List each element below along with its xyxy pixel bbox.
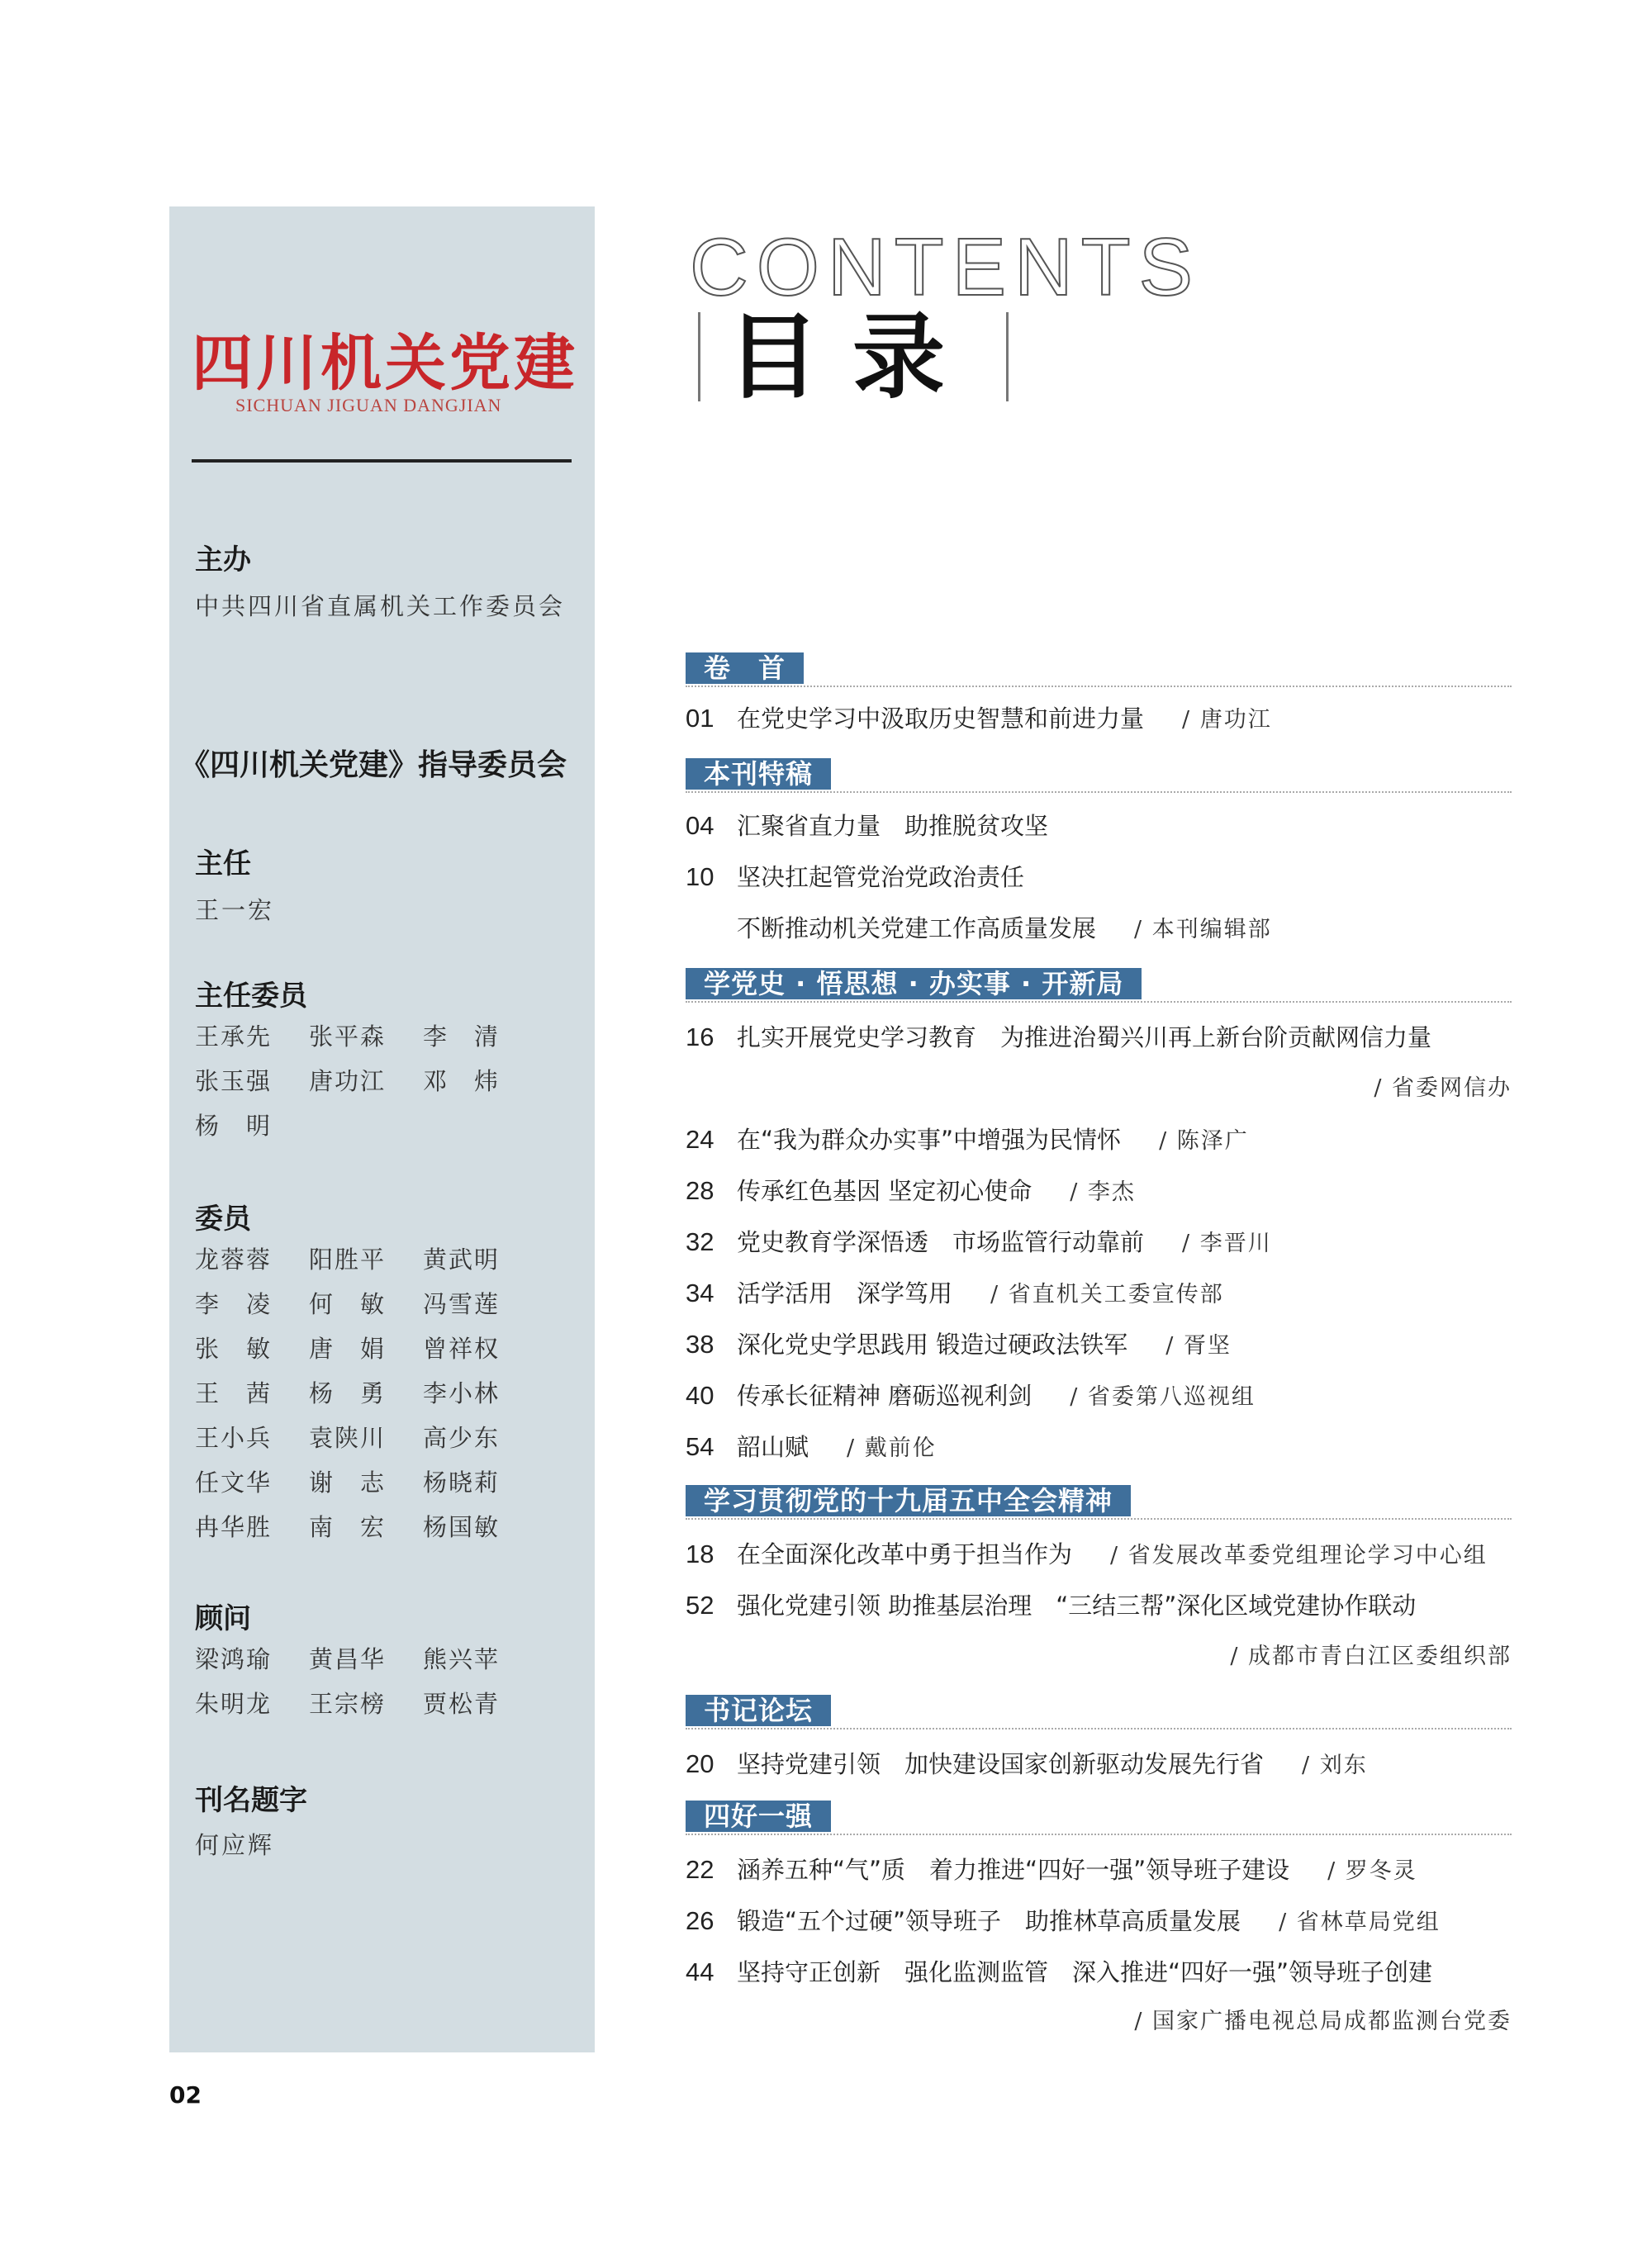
magazine-logo-subtitle: SICHUAN JIGUAN DANGJIAN bbox=[235, 395, 502, 415]
member-name: 王承先 bbox=[195, 1022, 273, 1051]
advisor-name: 熊兴苹 bbox=[423, 1645, 501, 1673]
entry-title: 党史教育学深悟透 市场监管行动靠前 bbox=[737, 1228, 1145, 1256]
advisor-label: 顾问 bbox=[195, 1602, 251, 1635]
toc-entry[interactable] bbox=[686, 1956, 1512, 1989]
section-header bbox=[686, 1485, 1512, 1518]
member-name: 唐功江 bbox=[309, 1067, 387, 1095]
committee-member: 王 茜 bbox=[195, 1379, 273, 1407]
entry-author: / 省委第八巡视组 bbox=[1070, 1384, 1256, 1410]
committee-title: 《四川机关党建》指导委员会 bbox=[180, 748, 567, 782]
entry-page: 18 bbox=[686, 1540, 714, 1568]
entry-title: 坚持守正创新 强化监测监管 深入推进“四好一强”领导班子创建 bbox=[737, 1958, 1433, 1986]
committee-member: 何 敏 bbox=[309, 1290, 387, 1318]
entry-title: 涵养五种“气”质 着力推进“四好一强”领导班子建设 bbox=[737, 1856, 1290, 1884]
calligraphy-name: 何应辉 bbox=[195, 1831, 275, 1859]
section-label: 学习贯彻党的十九届五中全会精神 bbox=[686, 1485, 1131, 1516]
entry-author: / 李晋川 bbox=[1182, 1231, 1272, 1256]
committee-member: 李 凌 bbox=[195, 1290, 273, 1318]
committee-member: 冯雪莲 bbox=[423, 1290, 501, 1318]
entry-page: 20 bbox=[686, 1749, 714, 1778]
committee-member: 袁陕川 bbox=[309, 1424, 387, 1452]
calligraphy-label: 刊名题字 bbox=[195, 1784, 307, 1817]
toc-entry[interactable] bbox=[686, 1328, 1512, 1361]
entry-title: 传承红色基因 坚定初心使命 bbox=[737, 1177, 1032, 1205]
section-header bbox=[686, 968, 1512, 1001]
director-name: 王一宏 bbox=[195, 896, 275, 924]
toc-entry[interactable] bbox=[686, 1226, 1512, 1259]
advisor-name: 朱明龙 bbox=[195, 1690, 273, 1718]
toc-entry[interactable] bbox=[686, 702, 1512, 735]
entry-author: / 罗冬灵 bbox=[1327, 1858, 1417, 1884]
toc-entry[interactable] bbox=[686, 1123, 1512, 1156]
entry-title: 锻造“五个过硬”领导班子 助推林草高质量发展 bbox=[737, 1907, 1241, 1935]
section-divider bbox=[686, 1518, 1512, 1520]
entry-author: / 国家广播电视总局成都监测台党委 bbox=[1134, 2009, 1512, 2034]
section-label: 学党史 · 悟思想 · 办实事 · 开新局 bbox=[686, 968, 1142, 999]
advisor-name: 王宗榜 bbox=[309, 1690, 387, 1718]
section-divider bbox=[686, 791, 1512, 793]
toc-entry[interactable] bbox=[686, 1174, 1512, 1208]
entry-page: 26 bbox=[686, 1906, 714, 1935]
entry-page: 34 bbox=[686, 1279, 714, 1307]
toc-entry-author-line[interactable] bbox=[686, 2005, 1512, 2038]
entry-title: 坚持党建引领 加快建设国家创新驱动发展先行省 bbox=[737, 1750, 1265, 1778]
committee-member: 任文华 bbox=[195, 1468, 273, 1497]
section-header bbox=[686, 652, 1512, 686]
committee-member: 张 敏 bbox=[195, 1335, 273, 1363]
entry-title: 传承长征精神 磨砺巡视利剑 bbox=[737, 1382, 1032, 1410]
section-header bbox=[686, 758, 1512, 791]
members-list bbox=[195, 1014, 537, 1148]
entry-author: / 刘东 bbox=[1302, 1753, 1368, 1778]
entry-title: 坚决扛起管党治党政治责任 bbox=[737, 863, 1025, 891]
entry-title: 深化党史学思践用 锻造过硬政法铁军 bbox=[737, 1331, 1128, 1359]
entry-title: 汇聚省直力量 助推脱贫攻坚 bbox=[737, 812, 1049, 840]
section-divider bbox=[686, 1001, 1512, 1003]
section-divider bbox=[686, 1834, 1512, 1835]
committee-member: 龙蓉蓉 bbox=[195, 1245, 273, 1274]
toc-entry-author-line[interactable] bbox=[686, 1640, 1512, 1673]
committee-member: 杨晓莉 bbox=[423, 1468, 501, 1497]
entry-title: 扎实开展党史学习教育 为推进治蜀兴川再上新台阶贡献网信力量 bbox=[737, 1023, 1432, 1051]
entry-title: 强化党建引领 助推基层治理 “三结三帮”深化区域党建协作联动 bbox=[737, 1592, 1417, 1620]
toc-entry[interactable] bbox=[686, 1431, 1512, 1464]
entry-page: 40 bbox=[686, 1381, 714, 1410]
toc-entry[interactable] bbox=[686, 1021, 1512, 1054]
entry-page: 38 bbox=[686, 1330, 714, 1359]
sponsor-name: 中共四川省直属机关工作委员会 bbox=[195, 592, 566, 620]
advisor-name: 黄昌华 bbox=[309, 1645, 387, 1673]
entry-author: / 唐功江 bbox=[1182, 707, 1272, 733]
entry-page: 22 bbox=[686, 1855, 714, 1884]
committee-member: 王小兵 bbox=[195, 1424, 273, 1452]
entry-page: 04 bbox=[686, 811, 714, 840]
toc-entry[interactable] bbox=[686, 1379, 1512, 1412]
entry-title: 活学活用 深学笃用 bbox=[737, 1279, 953, 1307]
committee-list bbox=[195, 1237, 537, 1549]
heading-bar-right bbox=[1006, 312, 1009, 401]
section-label: 四好一强 bbox=[686, 1801, 831, 1832]
entry-title: 韶山赋 bbox=[737, 1433, 809, 1461]
toc-entry[interactable] bbox=[686, 1277, 1512, 1310]
section-label: 卷 首 bbox=[686, 652, 804, 684]
toc-entry[interactable] bbox=[686, 1748, 1512, 1781]
sponsor-label: 主办 bbox=[195, 543, 251, 576]
committee-member: 南 宏 bbox=[309, 1513, 387, 1541]
logo-divider bbox=[192, 459, 572, 463]
member-name: 杨 明 bbox=[195, 1112, 273, 1140]
entry-page: 28 bbox=[686, 1176, 714, 1205]
committee-member: 谢 志 bbox=[309, 1468, 387, 1497]
contents-heading-en: CONTENTS bbox=[690, 221, 1201, 312]
entry-page: 10 bbox=[686, 862, 714, 891]
members-label: 主任委员 bbox=[195, 980, 307, 1013]
entry-author: / 省林草局党组 bbox=[1279, 1910, 1441, 1935]
entry-page: 52 bbox=[686, 1591, 714, 1620]
member-name: 邓 炜 bbox=[423, 1067, 501, 1095]
committee-member: 高少东 bbox=[423, 1424, 501, 1452]
committee-member: 杨 勇 bbox=[309, 1379, 387, 1407]
section-divider bbox=[686, 1728, 1512, 1729]
advisor-list bbox=[195, 1637, 537, 1726]
section-label: 本刊特稿 bbox=[686, 758, 831, 790]
toc-entry[interactable] bbox=[686, 1905, 1512, 1938]
entry-page: 54 bbox=[686, 1432, 714, 1461]
entry-author: / 胥坚 bbox=[1165, 1333, 1232, 1359]
committee-member: 李小林 bbox=[423, 1379, 501, 1407]
entry-page: 01 bbox=[686, 704, 714, 733]
member-name: 张平森 bbox=[309, 1022, 387, 1051]
committee-member: 杨国敏 bbox=[423, 1513, 501, 1541]
entry-title: 在党史学习中汲取历史智慧和前进力量 bbox=[737, 705, 1145, 733]
committee-member: 阳胜平 bbox=[309, 1245, 387, 1274]
toc-entry[interactable] bbox=[686, 1853, 1512, 1886]
committee-member: 曾祥权 bbox=[423, 1335, 501, 1363]
entry-page: 44 bbox=[686, 1957, 714, 1986]
member-name: 张玉强 bbox=[195, 1067, 273, 1095]
committee-member: 冉华胜 bbox=[195, 1513, 273, 1541]
toc-entry[interactable] bbox=[686, 1538, 1512, 1571]
entry-title: 不断推动机关党建工作高质量发展 bbox=[737, 914, 1097, 942]
entry-page: 16 bbox=[686, 1022, 714, 1051]
toc-entry[interactable] bbox=[686, 1589, 1512, 1622]
entry-author: / 成都市青白江区委组织部 bbox=[1230, 1644, 1512, 1669]
advisor-name: 梁鸿瑜 bbox=[195, 1645, 273, 1673]
committee-member: 唐 娟 bbox=[309, 1335, 387, 1363]
entry-author: / 省直机关工委宣传部 bbox=[990, 1282, 1224, 1307]
section-divider bbox=[686, 686, 1512, 687]
entry-title: 在全面深化改革中勇于担当作为 bbox=[737, 1540, 1073, 1568]
contents-heading-cn: 目录 bbox=[727, 304, 978, 411]
entry-author: / 戴前伦 bbox=[847, 1435, 937, 1461]
director-label: 主任 bbox=[195, 847, 251, 880]
committee-members-label: 委员 bbox=[195, 1203, 251, 1236]
entry-author: / 李杰 bbox=[1070, 1179, 1136, 1205]
page-number: 02 bbox=[169, 2081, 202, 2109]
entry-page: 32 bbox=[686, 1227, 714, 1256]
heading-bar-left bbox=[698, 312, 700, 401]
entry-title: 在“我为群众办实事”中增强为民情怀 bbox=[737, 1126, 1122, 1154]
committee-member: 黄武明 bbox=[423, 1245, 501, 1274]
entry-page: 24 bbox=[686, 1125, 714, 1154]
entry-author: / 本刊编辑部 bbox=[1134, 917, 1272, 942]
magazine-logo: 四川机关党建 bbox=[192, 328, 578, 399]
entry-author: / 省委网信办 bbox=[1374, 1075, 1512, 1101]
entry-author: / 省发展改革委党组理论学习中心组 bbox=[1110, 1543, 1488, 1568]
advisor-name: 贾松青 bbox=[423, 1690, 501, 1718]
toc-entry[interactable] bbox=[686, 809, 1512, 842]
member-name: 李 清 bbox=[423, 1022, 501, 1051]
section-header bbox=[686, 1695, 1512, 1728]
entry-author: / 陈泽广 bbox=[1159, 1128, 1249, 1154]
section-label: 书记论坛 bbox=[686, 1695, 831, 1726]
toc-entry-continued[interactable] bbox=[686, 912, 1512, 945]
toc-entry-author-line[interactable] bbox=[686, 1072, 1512, 1105]
toc-entry[interactable] bbox=[686, 861, 1512, 894]
section-header bbox=[686, 1801, 1512, 1834]
